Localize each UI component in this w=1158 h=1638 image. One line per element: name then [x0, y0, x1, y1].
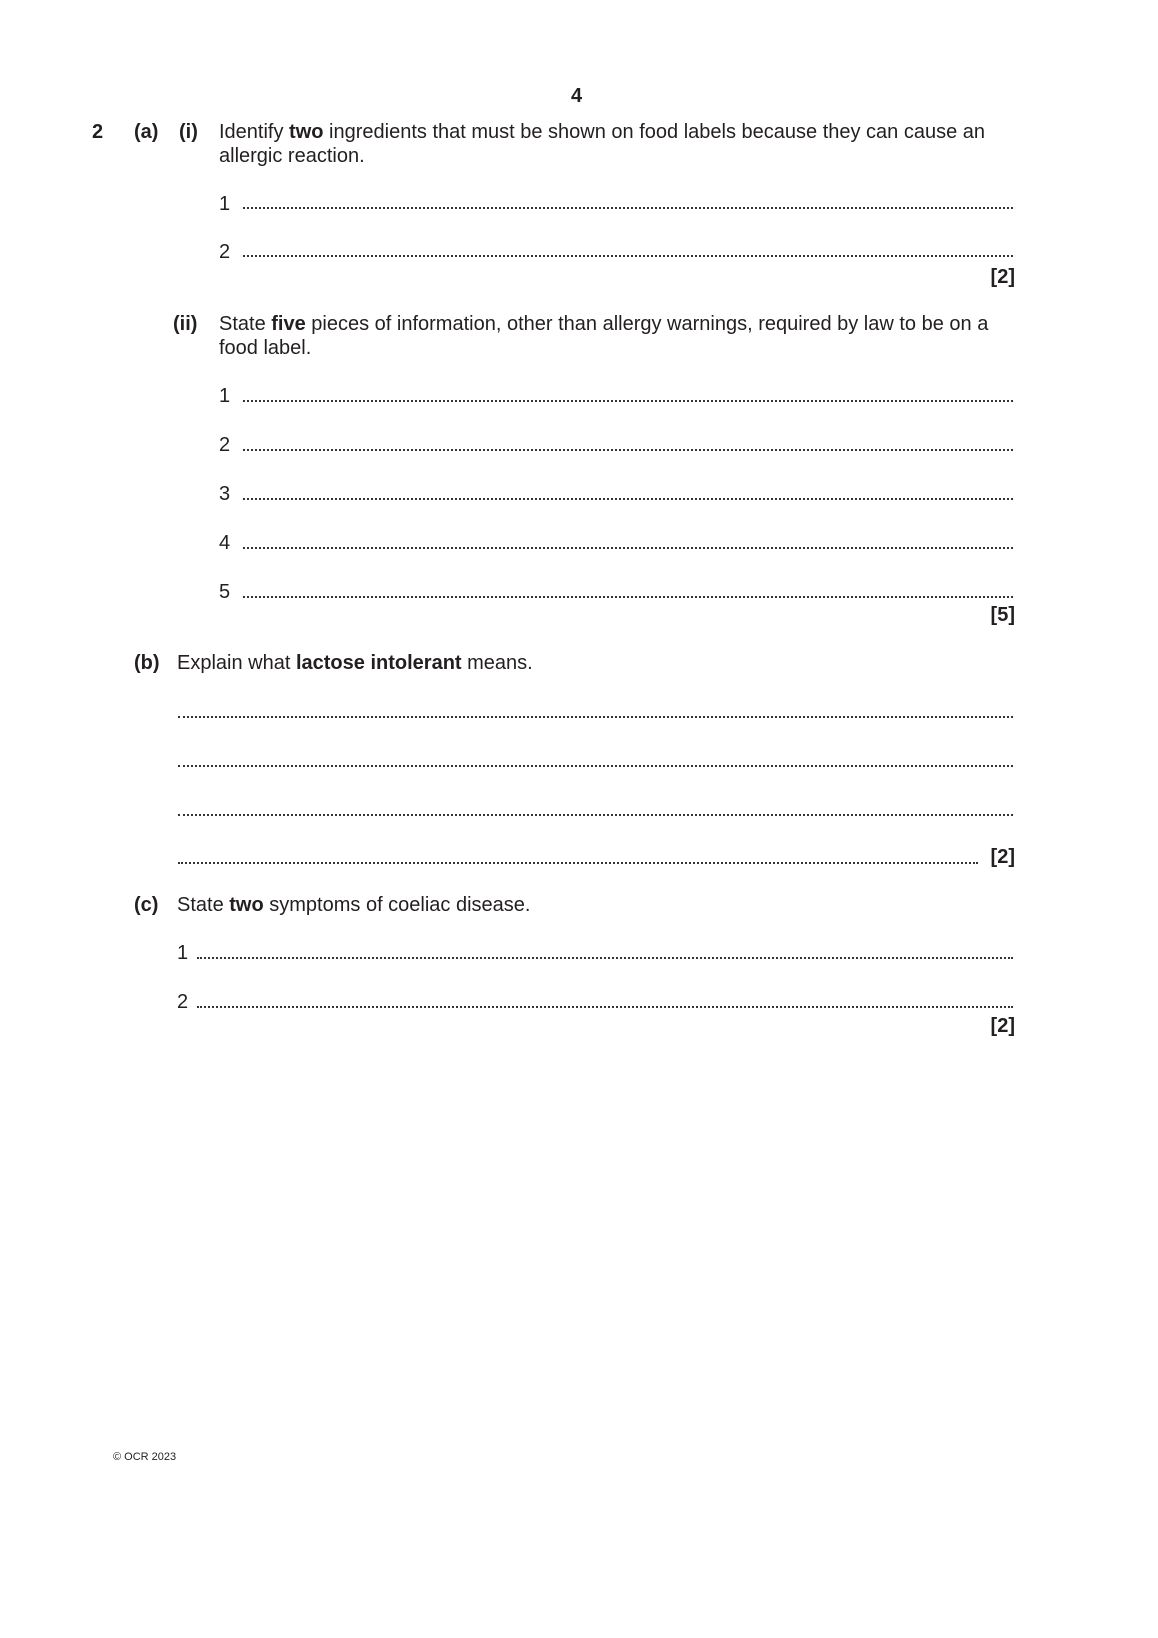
- marks: [5]: [990, 604, 1015, 626]
- answer-line[interactable]: [178, 716, 1013, 718]
- subpart-i-label: (i): [179, 121, 198, 143]
- emphasis: two: [229, 894, 264, 916]
- question-a-ii-text: [219, 312, 988, 336]
- answer-number: 2: [219, 434, 231, 456]
- answer-line[interactable]: [197, 1006, 1013, 1008]
- answer-number: 2: [219, 241, 231, 263]
- marks: [2]: [990, 846, 1015, 868]
- answer-line[interactable]: [243, 498, 1013, 500]
- answer-line[interactable]: [197, 957, 1013, 959]
- question-number: 2: [92, 121, 104, 143]
- emphasis: two: [289, 121, 324, 143]
- answer-number: 4: [219, 532, 231, 554]
- text: ingredients that must be shown on food labels because they can cause an: [323, 121, 986, 143]
- answer-number: 3: [219, 483, 231, 505]
- marks: [2]: [990, 266, 1015, 288]
- page-number: 4: [571, 85, 583, 107]
- text: symptoms of coeliac disease.: [263, 894, 531, 916]
- question-b-text: [177, 651, 533, 675]
- answer-line[interactable]: [243, 255, 1013, 257]
- text: means.: [461, 652, 533, 674]
- answer-line[interactable]: [243, 449, 1013, 451]
- part-b-label: (b): [134, 652, 160, 674]
- answer-line[interactable]: [178, 814, 1013, 816]
- answer-line[interactable]: [178, 862, 978, 864]
- answer-line[interactable]: [243, 400, 1013, 402]
- text: State: [177, 894, 230, 916]
- answer-number: 1: [177, 942, 189, 964]
- question-a-i-text: [219, 120, 985, 144]
- question-a-ii-text-cont: food label.: [219, 337, 312, 359]
- answer-number: 2: [177, 991, 189, 1013]
- text: Identify: [219, 121, 290, 143]
- answer-number: 5: [219, 581, 231, 603]
- answer-line[interactable]: [243, 207, 1013, 209]
- answer-line[interactable]: [243, 596, 1013, 598]
- emphasis: lactose intolerant: [295, 652, 462, 674]
- marks: [2]: [990, 1015, 1015, 1037]
- subpart-ii-label: (ii): [173, 313, 198, 335]
- text: State: [219, 313, 272, 335]
- question-a-i-text-cont: allergic reaction.: [219, 145, 365, 167]
- answer-line[interactable]: [178, 765, 1013, 767]
- part-a-label: (a): [134, 121, 159, 143]
- part-c-label: (c): [134, 894, 159, 916]
- answer-line[interactable]: [243, 547, 1013, 549]
- answer-number: 1: [219, 193, 231, 215]
- emphasis: five: [271, 313, 306, 335]
- answer-number: 1: [219, 385, 231, 407]
- text: Explain what: [177, 652, 296, 674]
- copyright-footer: © OCR 2023: [113, 1451, 177, 1463]
- text: pieces of information, other than allergy warnings, required by law to be on a: [305, 313, 989, 335]
- question-c-text: [177, 893, 530, 917]
